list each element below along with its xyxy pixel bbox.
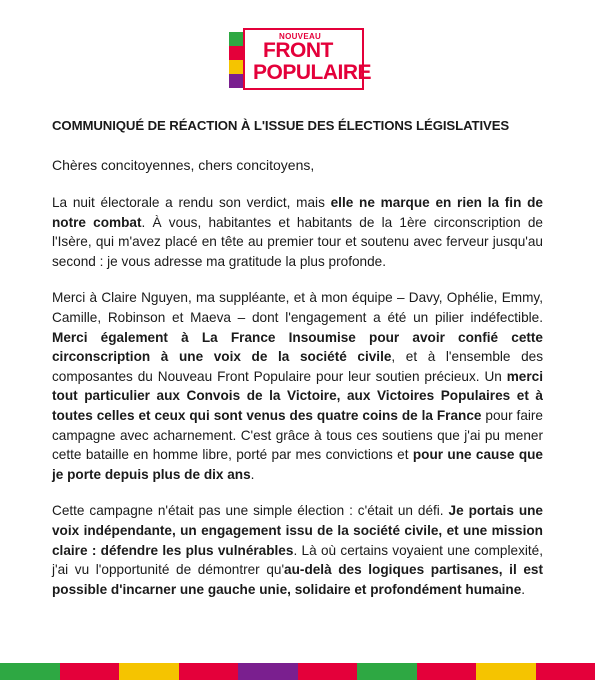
text-span: La nuit électorale a rendu son verdict, mais xyxy=(52,195,331,210)
text-span: Merci à Claire Nguyen, ma suppléante, et à mon équipe – Davy, Ophélie, Emmy, Camille, Robinson et Maeva – dont l'engagement a été un pilier indéfectible. xyxy=(52,290,543,325)
text-span: . xyxy=(250,466,255,482)
footer-stripe-segment xyxy=(0,663,60,680)
paragraphs xyxy=(52,193,543,599)
footer-stripe-segment xyxy=(179,663,239,680)
text-span: . Là où certains voyaient une complexité, j'ai vu l'opportunité de démontrer qu' xyxy=(52,542,543,578)
communique-body xyxy=(52,118,543,616)
footer-stripe-segment xyxy=(238,663,298,680)
footer-color-stripe xyxy=(0,663,595,680)
footer-stripe-segment xyxy=(357,663,417,680)
greeting: Chères concitoyennes, chers concitoyens, xyxy=(52,157,315,173)
text-span: Cette campagne n'était pas une simple élection : c'était un défi. xyxy=(52,503,449,519)
text-span: pour faire campagne avec acharnement. C'est grâce à tous ces soutiens que j'ai pu mener cette bataille en homme libre, porté par mes convictions et xyxy=(52,407,543,463)
footer-stripe-segment xyxy=(298,663,358,680)
footer-stripe-segment xyxy=(476,663,536,680)
bold-span: Je portais une voix indépendante, un engagement issu de la société civile, et une mission claire : défendre les plus vulnérables xyxy=(52,503,543,558)
communique-title: COMMUNIQUÉ DE RÉACTION À L'ISSUE DES ÉLECTIONS LÉGISLATIVES xyxy=(52,118,510,133)
logo-front: FRONT xyxy=(263,39,333,62)
paragraph-2 xyxy=(52,288,543,484)
text-span: . xyxy=(521,581,526,597)
logo-bar-green xyxy=(229,32,243,46)
bold-span: pour une cause que je porte depuis plus de dix ans xyxy=(52,447,543,482)
bold-span: elle ne marque en rien la fin de notre combat xyxy=(52,195,543,230)
footer-stripe-segment xyxy=(417,663,477,680)
logo-bar-yellow xyxy=(229,60,243,74)
text-span: . À vous, habitantes et habitants de la 1ère circonscription de l'Isère, qui m'avez placé en tête au premier tour et soutenu avec ferveur jusqu'au second : je vous adresse ma gratitude la plus profonde. xyxy=(52,214,543,269)
footer-stripe-segment xyxy=(60,663,120,680)
paragraph-1 xyxy=(52,193,543,271)
footer-stripe-segment xyxy=(536,663,595,680)
logo-nouveau: NOUVEAU xyxy=(279,32,322,41)
logo-text-box xyxy=(243,28,372,90)
footer-stripe-segment xyxy=(119,663,179,680)
logo-bar-purple xyxy=(229,74,243,88)
logo-color-bars xyxy=(229,32,243,90)
bold-span: Merci également à La France Insoumise pour avoir confié cette circonscription à une voix de la société civile xyxy=(52,329,543,365)
text-span: , et à l'ensemble des composantes du Nouveau Front Populaire pour leur soutien précieux. Un xyxy=(52,349,543,384)
bold-span: merci tout particulier aux Convois de la Victoire, aux Victoires Populaires et à toutes celles et ceux qui sont venus des quatre coins de la France xyxy=(52,368,543,423)
paragraph-3 xyxy=(52,501,543,599)
logo-bar-red xyxy=(229,46,243,60)
bold-span: au-delà des logiques partisanes, il est possible d'incarner une gauche unie, solidaire et profondément humaine xyxy=(52,562,543,597)
logo-populaire: POPULAIRE xyxy=(253,61,372,84)
nfp-logo xyxy=(229,28,372,92)
